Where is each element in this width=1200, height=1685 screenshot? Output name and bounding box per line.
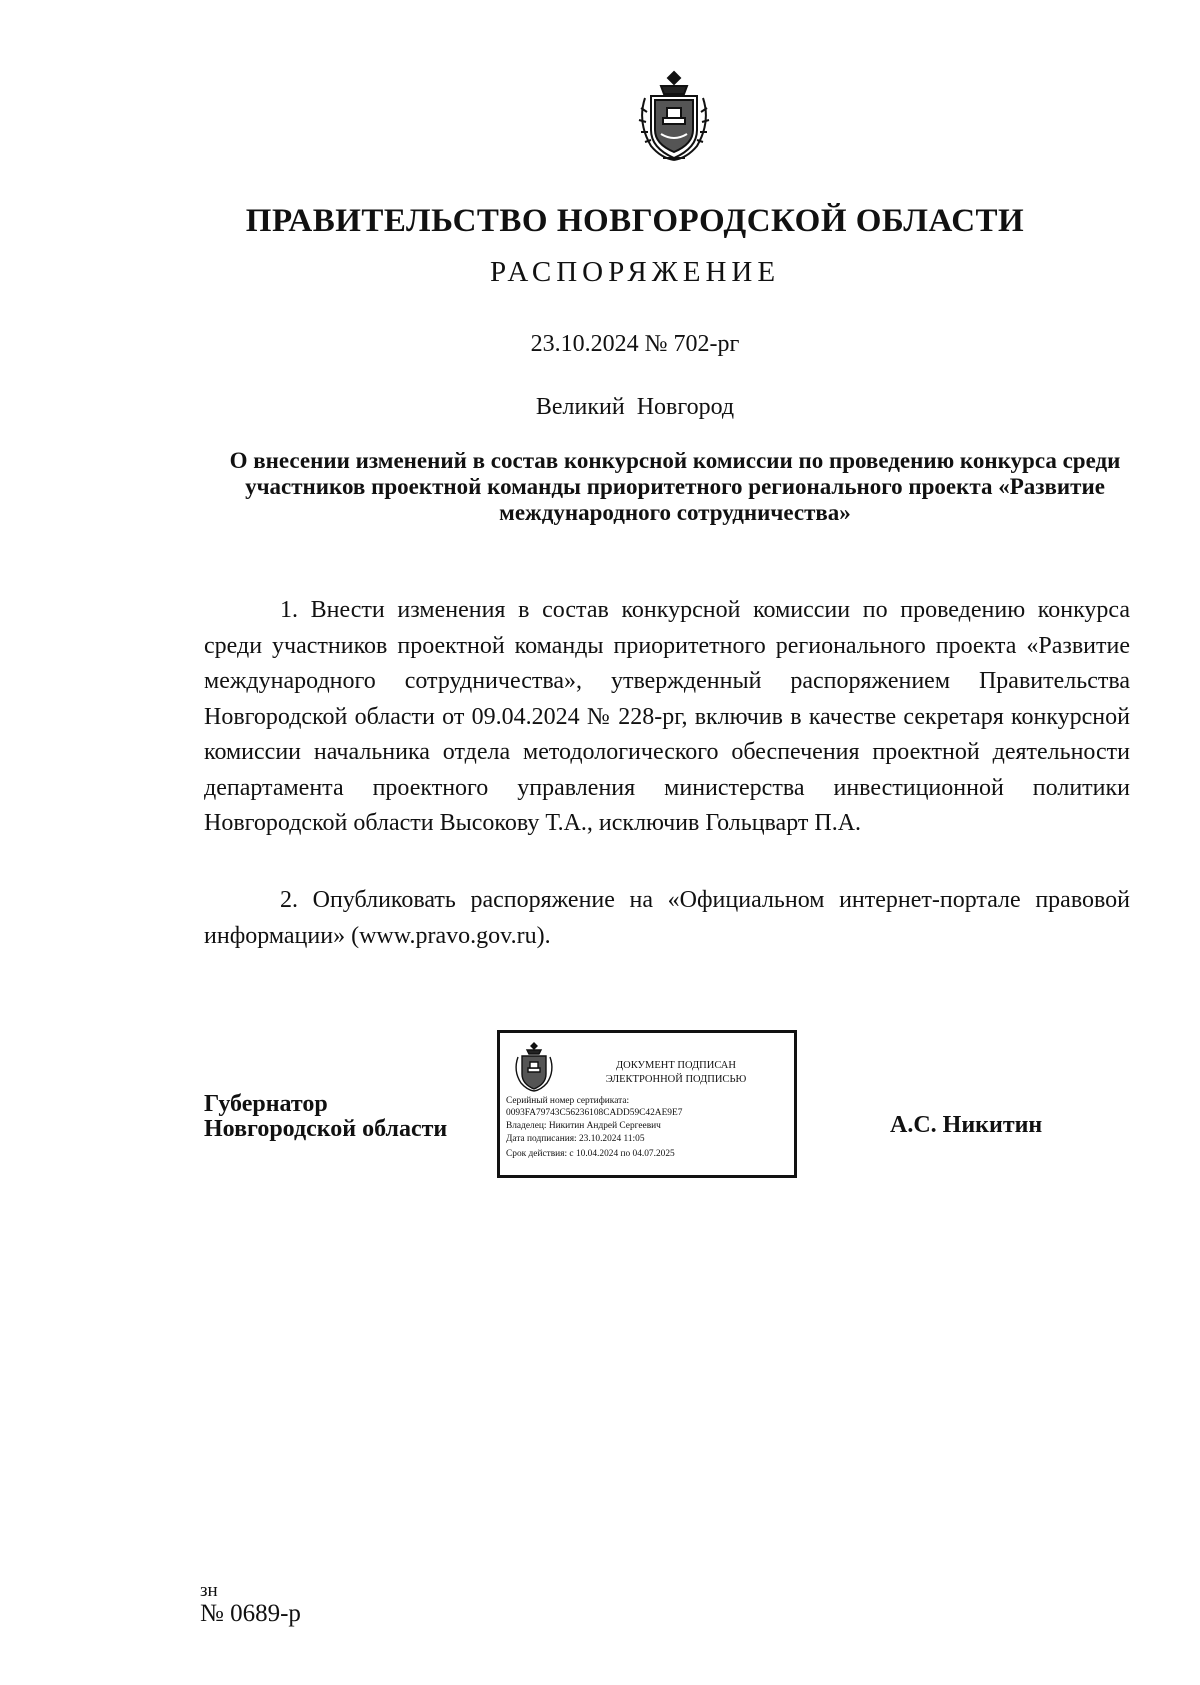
stamp-title-line1: ДОКУМЕНТ ПОДПИСАН: [616, 1060, 736, 1071]
coat-of-arms-icon: [633, 68, 715, 164]
signatory-position-line1: Губернатор: [204, 1091, 328, 1117]
stamp-coat-of-arms-icon: [512, 1041, 556, 1095]
stamp-owner: Владелец: Никитин Андрей Сергеевич: [506, 1121, 661, 1131]
stamp-signed-date: Дата подписания: 23.10.2024 11:05: [506, 1134, 645, 1144]
stamp-serial-label: Серийный номер сертификата:: [506, 1096, 630, 1106]
body-paragraph-2: 2. Опубликовать распоряжение на «Официальном интернет-портале правовой информации» (www.pravo.gov.ru).: [204, 887, 1130, 949]
document-type: РАСПОРЯЖЕНИЕ: [489, 256, 781, 288]
stamp-title-line2: ЭЛЕКТРОННОЙ ПОДПИСЬЮ: [605, 1074, 747, 1085]
stamp-validity: Срок действия: с 10.04.2024 по 04.07.2025: [506, 1149, 675, 1159]
signatory-position: [204, 1092, 447, 1142]
footer-number: № 0689-р: [200, 1600, 301, 1627]
stamp-serial: 0093FA79743C56236108CADD59C42AE9E7: [506, 1108, 683, 1118]
body-paragraph-1: 1. Внести изменения в состав конкурсной комиссии по проведению конкурса среди участников проектной команды приоритетного регионального проекта «Развитие международного сотрудничества», утвержденный распоряжением Правительства Новгородской области от 09.04.2024 № 228-рг, включив в качестве секретаря конкурсной комиссии начальника отдела методологического обеспечения проектной деятельности департамента проектного управления министерства инвестиционной политики Новгородской области Высокову Т.А., исключив Гольцварт П.А.: [204, 597, 1130, 836]
document-subject: О внесении изменений в состав конкурсной комиссии по проведению конкурса среди участников проектной команды приоритетного регионального проекта «Развитие международного сотрудничества»: [229, 448, 1121, 525]
signatory-position-line2: Новгородской области: [204, 1116, 448, 1142]
signatory-name: А.С. Никитин: [890, 1112, 1043, 1138]
footer-code: зн: [200, 1580, 218, 1601]
document-date-number: 23.10.2024 № 702-рг: [530, 331, 740, 357]
organization-title: ПРАВИТЕЛЬСТВО НОВГОРОДСКОЙ ОБЛАСТИ: [245, 203, 1025, 239]
document-city: Великий Новгород: [535, 394, 735, 420]
electronic-signature-stamp: [497, 1030, 797, 1178]
